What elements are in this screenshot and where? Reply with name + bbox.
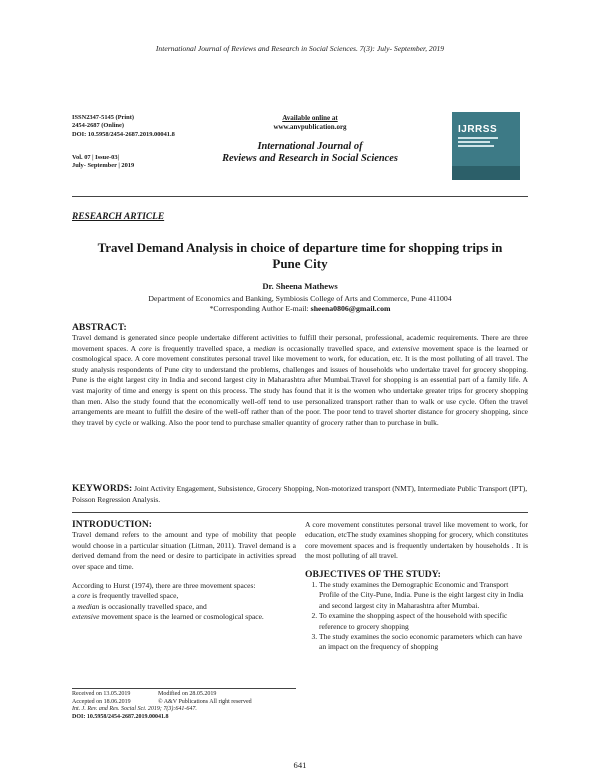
available-online-label: Available online at — [282, 114, 338, 122]
keywords-divider — [72, 512, 528, 513]
issue-block — [72, 154, 192, 171]
journal-cover-image — [452, 112, 520, 180]
keywords-section — [72, 484, 528, 505]
paper-title: Travel Demand Analysis in choice of departure time for shopping trips in Pune City — [97, 240, 503, 271]
issn-print: 2347-5145 (Print) — [86, 114, 134, 121]
issue-date: July- September | 2019 — [72, 162, 135, 170]
objective-item: 1. The study examines the Demographic Economic and Transport Profile of the City-Pune, India. Pune is the eight largest city in India and second largest city in Maharashtra after Mumbai. — [319, 580, 528, 611]
volume-issue: Vol. 07 | Issue-03| — [72, 154, 119, 161]
objective-item: 3. The study examines the socio economic parameters which can have an impact on the frequency of shopping — [319, 632, 528, 653]
intro-list-item: extensive movement space is the learned or cosmological space. — [72, 612, 264, 622]
issn-block — [72, 114, 242, 139]
doi-top: DOI: 10.5958/2454-2687.2019.00041.8 — [72, 130, 175, 138]
footer-divider — [72, 688, 296, 689]
abstract-section — [72, 322, 528, 428]
corresponding-label: *Corresponding Author E-mail: — [209, 304, 309, 313]
availability — [235, 114, 385, 132]
intro-list-item: a median is occasionally travelled space, and — [72, 601, 207, 611]
abstract-body: Travel demand is generated since people undertake different activities to fulfill their personal, professional, academic requirements. There are three movement spaces. A core is frequently travelled space, a median is occasionally travelled space, and extensive movement space is the learned or cosmological space. A core movement constitutes personal travel like movement to work, for education, etc. It is the most polluting of all travel. The study analysis respondents of Pune city to understand the problems, challenges and issues of households who undertake travel for grocery shopping. Pune is the eight largest city in India and second largest city in Maharashtra after Mumbai.Travel for shopping is an essential part of a family life. A vast majority of time and energy is spent on this process. The study has found that it is the women who undertake greater trips for grocery shopping than men. Also the study found that the economically well-off tend to use personalized transport rather than to walk or use cycle. Often the travel arrangements are meant to fulfill the desire of the well-off rather than of the poor. The poor tend to travel shorter distance for grocery shopping, since they travel by cycle or walking. Also the poor tend to purchase smaller quantity of grocery rather than to purchase in bulk. — [72, 333, 529, 427]
article-type: RESEARCH ARTICLE — [72, 212, 165, 222]
author-name: Dr. Sheena Mathews — [262, 281, 338, 291]
doi-footer: DOI: 10.5958/2454-2687.2019.00041.8 — [72, 713, 169, 720]
core-movement-paragraph: A core movement constitutes personal travel like movement to work, for education, etcThe study examines shopping for grocery, which constitutes core movement spaces and is frequently undertaken by households . It is the most polluting of all travel. — [305, 520, 528, 561]
keywords-text: Joint Activity Engagement, Subsistence, Grocery Shopping, Non-motorized transport (NMT), Intermediate Public Transport (IPT), Poisson Regression Analysis. — [72, 484, 528, 504]
citation: Int. J. Rev. and Res. Social Sci. 2019; 7(3):641-647. — [72, 706, 197, 713]
intro-paragraph-2: According to Hurst (1974), there are three movement spaces: — [72, 581, 256, 591]
intro-list-item: a core is frequently travelled space, — [72, 591, 179, 601]
intro-paragraph-1: Travel demand refers to the amount and type of mobility that people would choose in a particular situation (Litman, 2011). Travel demand is a derived demand from the need or desire to participate in activities spread over space and time. — [72, 530, 296, 571]
affiliation: Department of Economics and Banking, Symbiosis College of Arts and Commerce, Pune 411004 *Corresponding Author E-mail: sheena0806@gmail.com — [148, 294, 452, 313]
page-number: 641 — [293, 760, 307, 770]
author-email: sheena0806@gmail.com — [310, 304, 391, 313]
cover-label: IJRRSS — [458, 124, 498, 135]
abstract-heading: ABSTRACT: — [72, 322, 127, 333]
right-column — [305, 520, 528, 653]
issn-label: ISSN — [72, 114, 87, 121]
header-divider — [72, 196, 528, 197]
introduction-heading: INTRODUCTION: — [72, 519, 152, 530]
introduction-section — [72, 520, 296, 623]
issn-online: 2454-2687 (Online) — [72, 122, 125, 130]
running-head: International Journal of Reviews and Research in Social Sciences. 7(3): July- September, 2019 — [155, 44, 445, 53]
journal-name: International Journal of Reviews and Research in Social Sciences — [222, 141, 398, 164]
objectives-list — [305, 580, 528, 653]
publisher-url[interactable]: www.anvpublication.org — [273, 123, 347, 131]
keywords-heading: KEYWORDS: — [72, 483, 133, 494]
article-history: Received on 13.05.2019 Modified on 28.05.2019 Accepted on 18.06.2019 © A&V Publications All right reserved Int. J. Rev. and Res. Social Sci. 2019; 7(3):641-647. DOI: 10.5958/2454-2687.2019.00041.8 — [72, 691, 252, 720]
objectives-heading: OBJECTIVES OF THE STUDY: — [305, 568, 441, 580]
objective-item: 2. To examine the shopping aspect of the household with specific reference to grocery shopping — [319, 611, 528, 632]
